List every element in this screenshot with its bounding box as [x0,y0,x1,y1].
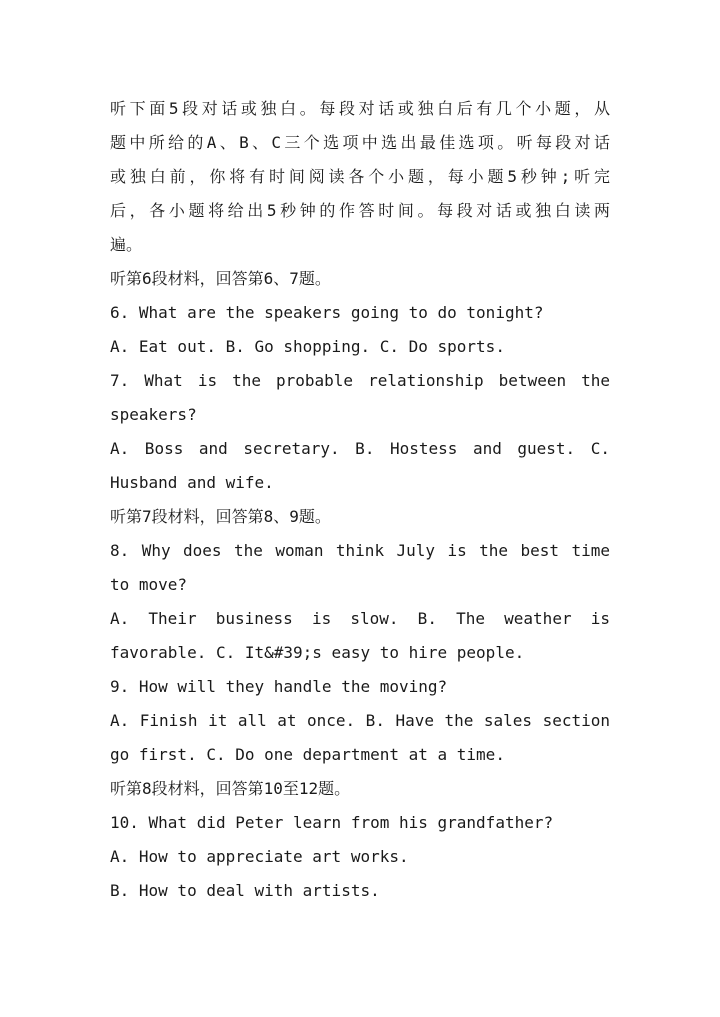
text-line: favorable. C. It&#39;s easy to hire people. [110,643,525,662]
text-line: 听下面5段对话或独白。每段对话或独白后有几个小题，从 [110,99,610,118]
text-line: A. Their business is slow. B. The weather is [110,609,610,628]
text-line: 10. What did Peter learn from his grandfather? [110,813,554,832]
text-line: go first. C. Do one department at a time. [110,745,505,764]
text-line: 6. What are the speakers going to do tonight? [110,303,544,322]
text-line: 后，各小题将给出5秒钟的作答时间。每段对话或独白读两 [110,201,610,220]
text-line: B. How to deal with artists. [110,881,380,900]
text-line: A. Finish it all at once. B. Have the sales section [110,711,610,730]
text-line: 9. How will they handle the moving? [110,677,448,696]
text-line: 听第7段材料，回答第8、9题。 [110,507,331,526]
text-line: 8. Why does the woman think July is the best time [110,541,610,560]
text-line: A. How to appreciate art works. [110,847,409,866]
text-line: 题中所给的A、B、C三个选项中选出最佳选项。听每段对话 [110,133,610,152]
text-line: 或独白前，你将有时间阅读各个小题，每小题5秒钟;听完 [110,167,610,186]
text-line: 听第8段材料，回答第10至12题。 [110,779,351,798]
text-line: speakers? [110,405,197,424]
text-line: Husband and wife. [110,473,274,492]
document-body [110,92,610,908]
text-line: to move? [110,575,188,594]
text-line: 遍。 [110,235,143,254]
text-line: A. Boss and secretary. B. Hostess and guest. C. [110,439,610,458]
text-line: 听第6段材料，回答第6、7题。 [110,269,331,288]
text-line: 7. What is the probable relationship between the [110,371,610,390]
text-line: A. Eat out. B. Go shopping. C. Do sports. [110,337,505,356]
